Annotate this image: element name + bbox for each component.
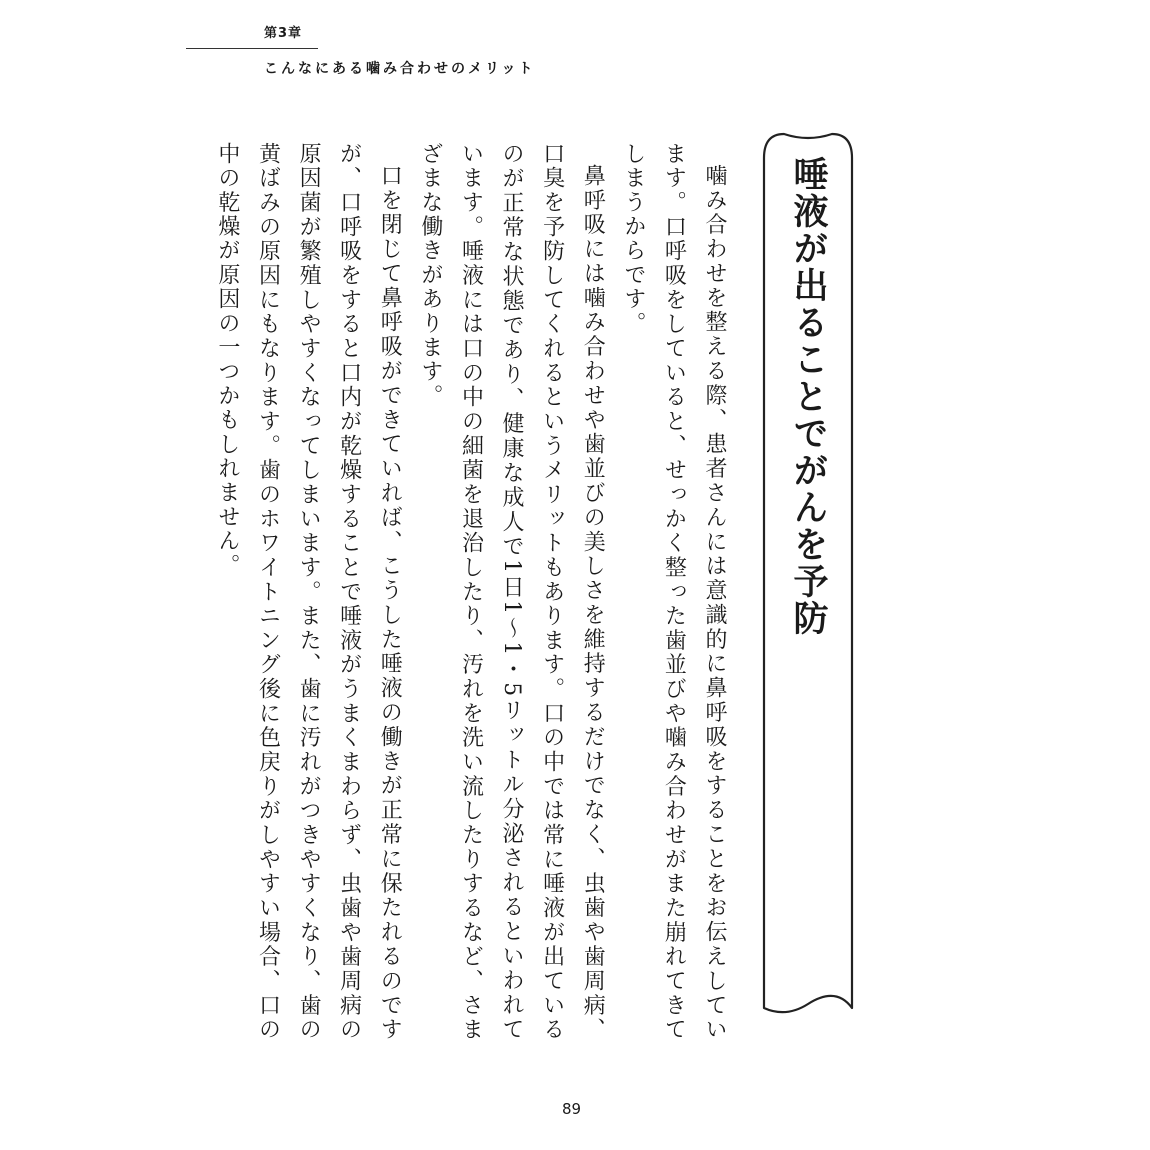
chapter-subtitle: こんなにある噛み合わせのメリット <box>264 61 536 77</box>
chapter-label: 第3章 <box>264 26 303 41</box>
section-heading: 唾液が出ることでがんを予防 <box>788 156 828 637</box>
paragraph-1: 噛み合わせを整える際、患者さんには意識的に鼻呼吸をすることをお伝えしています。口呼吸をしていると、せっかく整った歯並びや噛み合わせがまた崩れてきてしまうからです。 <box>620 142 727 1042</box>
header-rule <box>186 48 318 49</box>
paragraph-3: 口を閉じて鼻呼吸ができていれば、こうした唾液の働きが正常に保たれるのですが、口呼吸をすると口内が乾燥することで唾液がうまくまわらず、虫歯や歯周病の原因菌が繁殖しやすくなってしまいます。また、歯に汚れがつきやすくなり、歯の黄ばみの原因にもなります。歯のホワイトニング後に色戻りがしやすい場合、口の中の乾燥が原因の一つかもしれません。 <box>214 142 403 1042</box>
body-text <box>214 142 734 1042</box>
paragraph-2: 鼻呼吸には噛み合わせや歯並びの美しさを維持するだけでなく、虫歯や歯周病、口臭を予防してくれるというメリットもあります。口の中では常に唾液が出ているのが正常な状態であり、健康な成人で1日1～1・5リットル分泌されるといわれています。唾液には口の中の細菌を退治したり、汚れを洗い流したりするなど、さまざまな働きがあります。 <box>417 142 606 1042</box>
section-heading-box <box>756 128 860 1038</box>
page-number: 89 <box>562 1100 582 1118</box>
